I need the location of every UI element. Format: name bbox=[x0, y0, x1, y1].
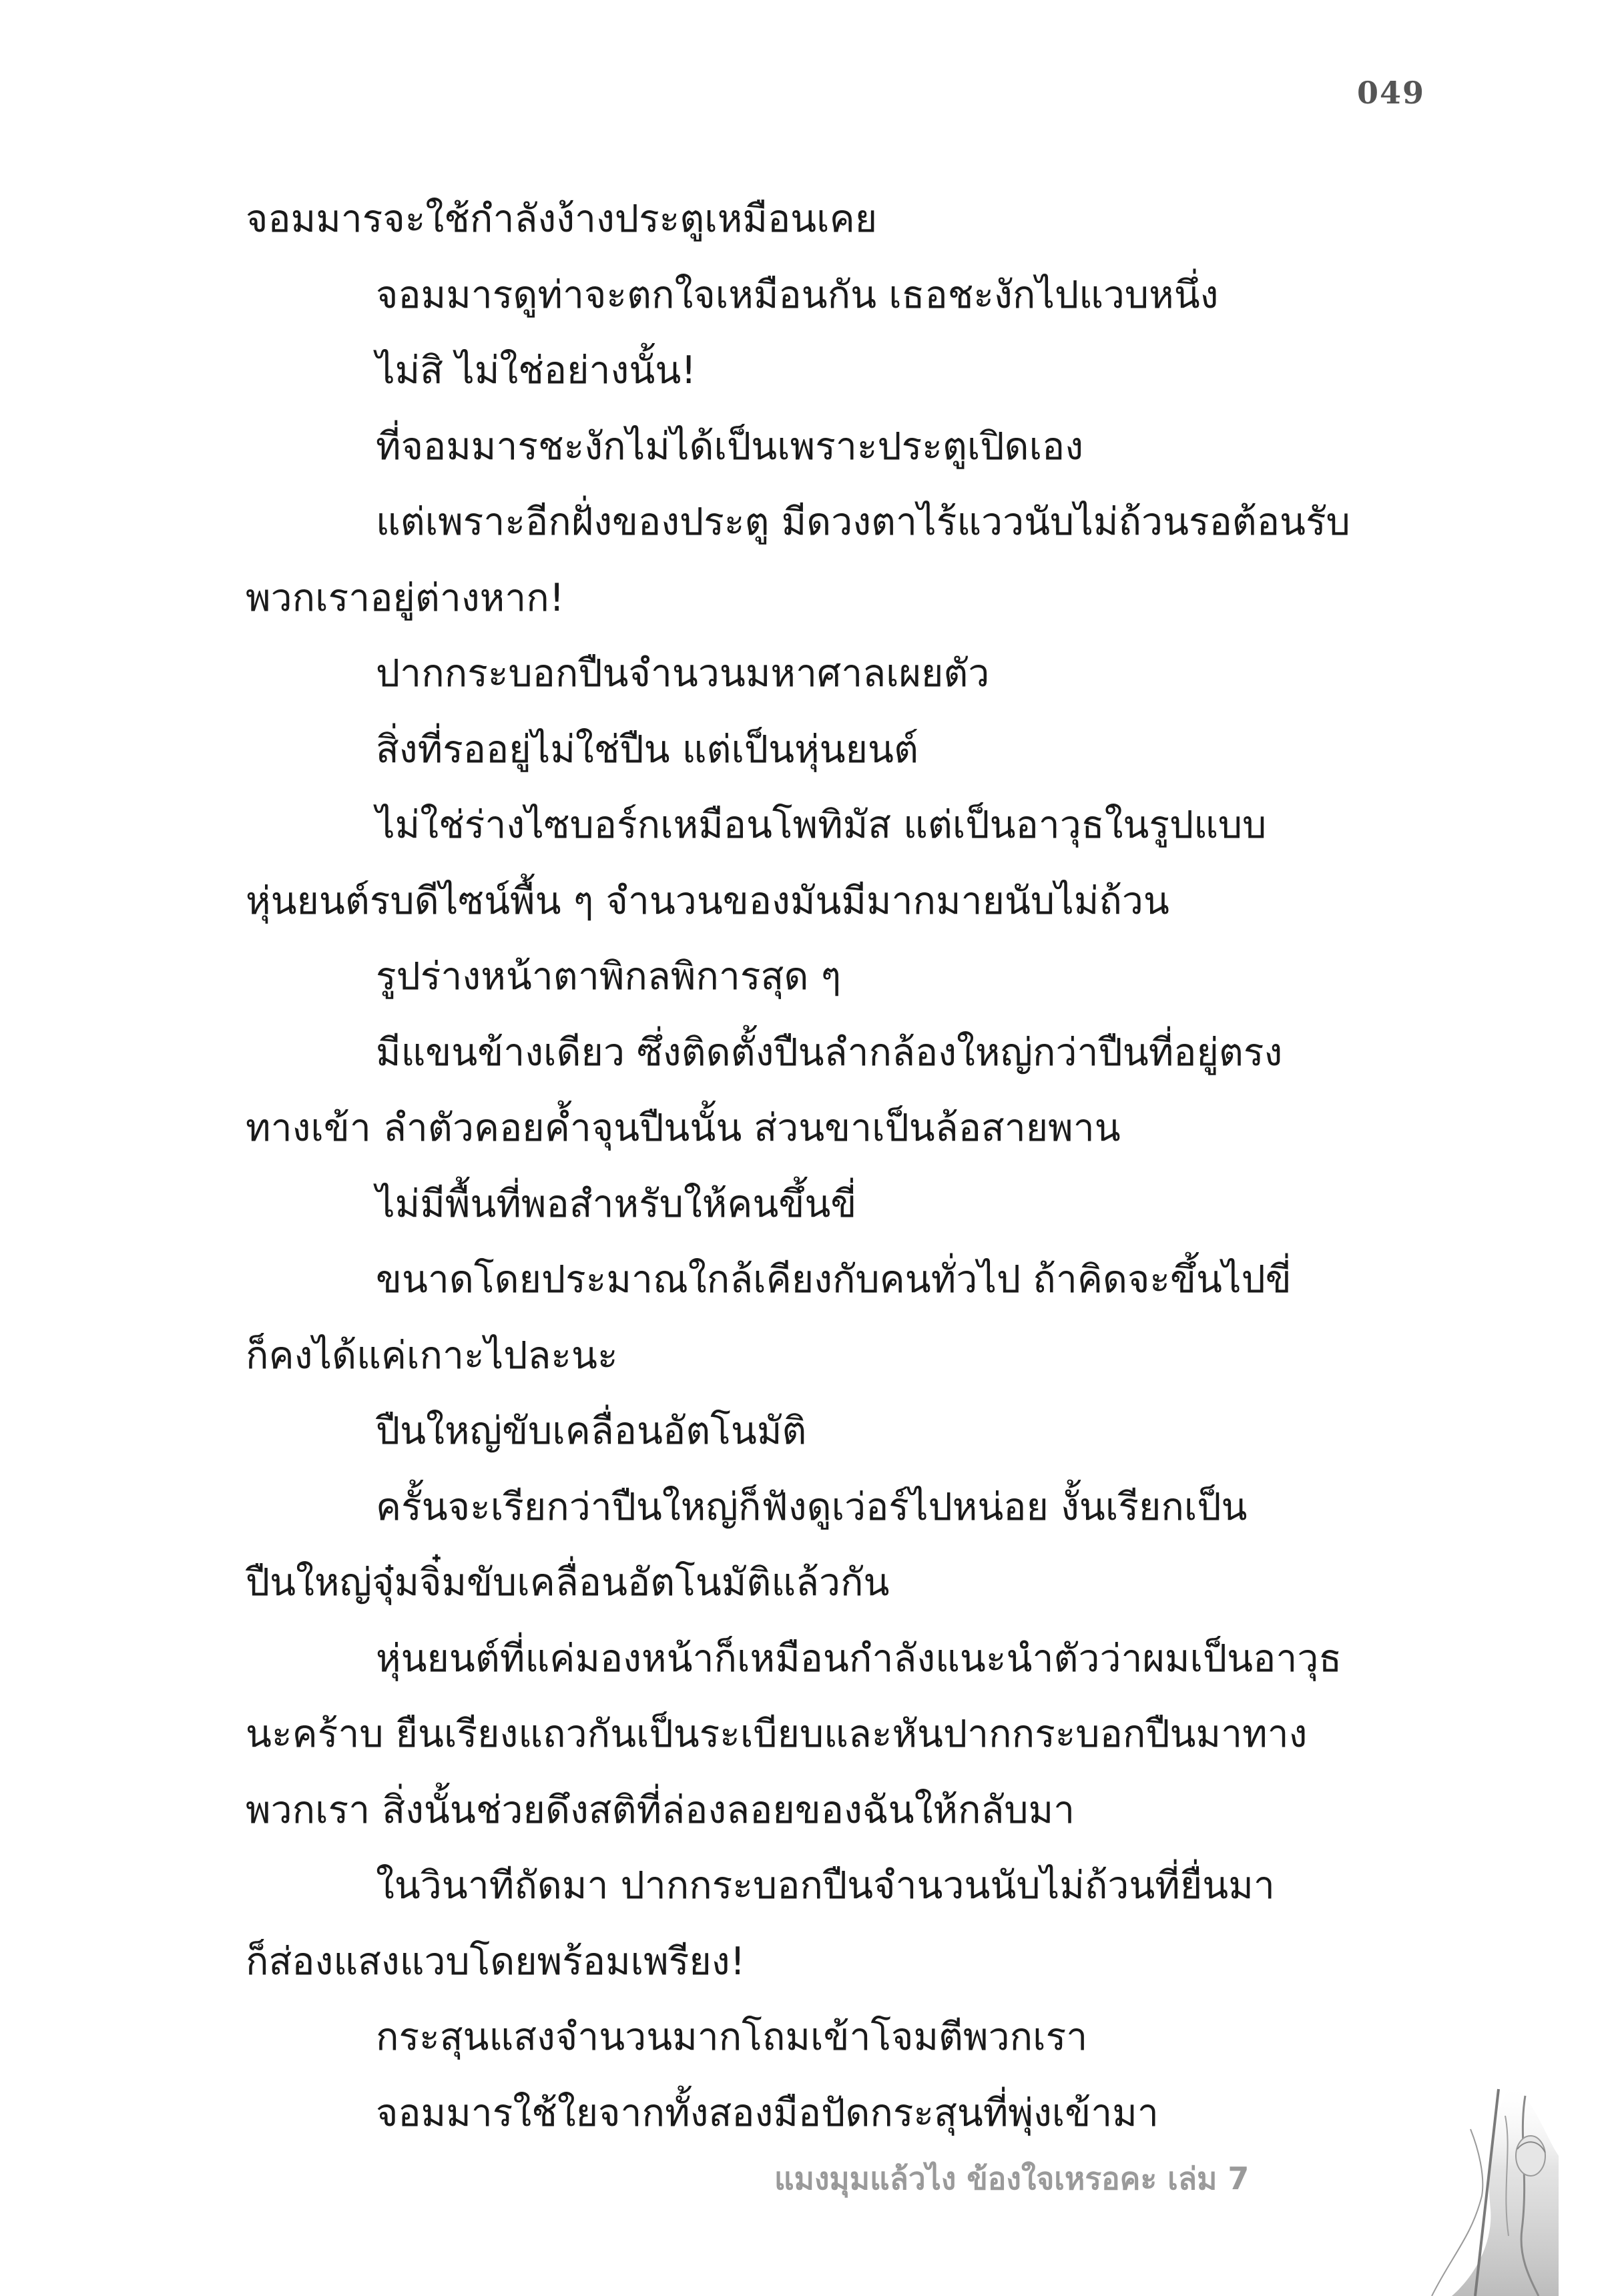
text-line: ที่จอมมารชะงักไม่ได้เป็นเพราะประตูเปิดเอง bbox=[376, 424, 1084, 469]
text-line: ขนาดโดยประมาณใกล้เคียงกับคนทั่วไป ถ้าคิดจะขึ้นไปขี่ bbox=[376, 1257, 1292, 1302]
text-line: ก็คงได้แค่เกาะไปละนะ bbox=[246, 1333, 618, 1378]
text-line: นะคร้าบ ยืนเรียงแถวกันเป็นระเบียบและหันปากกระบอกปืนมาทาง bbox=[246, 1712, 1308, 1756]
text-line: ในวินาทีถัดมา ปากกระบอกปืนจำนวนนับไม่ถ้วนที่ยื่นมา bbox=[376, 1863, 1275, 1908]
footer-book-title: แมงมุมแล้วไง ข้องใจเหรอคะ เล่ม 7 bbox=[774, 2161, 1250, 2197]
text-line: หุ่นยนต์รบดีไซน์พื้น ๆ จำนวนของมันมีมากมายนับไม่ถ้วน bbox=[246, 878, 1169, 923]
character-illustration bbox=[1412, 2076, 1559, 2296]
text-line: ครั้นจะเรียกว่าปืนใหญ่ก็ฟังดูเว่อร์ไปหน่อย งั้นเรียกเป็น bbox=[376, 1484, 1248, 1529]
text-line: ไม่ใช่ร่างไซบอร์กเหมือนโพทิมัส แต่เป็นอาวุธในรูปแบบ bbox=[376, 803, 1267, 847]
text-line: ก็ส่องแสงแวบโดยพร้อมเพรียง! bbox=[246, 1939, 746, 1984]
text-line: มีแขนข้างเดียว ซึ่งติดตั้งปืนลำกล้องใหญ่กว่าปืนที่อยู่ตรง bbox=[376, 1030, 1283, 1075]
text-line: จอมมารดูท่าจะตกใจเหมือนกัน เธอชะงักไปแวบหนึ่ง bbox=[376, 272, 1219, 317]
text-line: ไม่มีพื้นที่พอสำหรับให้คนขึ้นขี่ bbox=[376, 1181, 857, 1226]
text-line: พวกเราอยู่ต่างหาก! bbox=[246, 575, 565, 620]
text-line: แต่เพราะอีกฝั่งของประตู มีดวงตาไร้แววนับไม่ถ้วนรอต้อนรับ bbox=[376, 500, 1350, 544]
text-line: สิ่งที่รออยู่ไม่ใช่ปืน แต่เป็นหุ่นยนต์ bbox=[376, 727, 919, 772]
text-line: จอมมารใช้ใยจากทั้งสองมือปัดกระสุนที่พุ่งเข้ามา bbox=[376, 2090, 1159, 2135]
text-line: จอมมารจะใช้กำลังง้างประตูเหมือนเคย bbox=[246, 197, 878, 241]
text-line: ปากกระบอกปืนจำนวนมหาศาลเผยตัว bbox=[376, 651, 990, 695]
text-line: หุ่นยนต์ที่แค่มองหน้าก็เหมือนกำลังแนะนำตัวว่าผมเป็นอาวุธ bbox=[376, 1636, 1342, 1681]
text-line: ไม่สิ ไม่ใช่อย่างนั้น! bbox=[376, 348, 697, 392]
text-line: ปืนใหญ่ขับเคลื่อนอัตโนมัติ bbox=[376, 1409, 807, 1453]
body-text bbox=[246, 182, 1420, 2151]
page-number: 049 bbox=[1356, 75, 1425, 111]
text-line: ทางเข้า ลำตัวคอยค้ำจุนปืนนั้น ส่วนขาเป็นล้อสายพาน bbox=[246, 1106, 1121, 1150]
text-line: กระสุนแสงจำนวนมากโถมเข้าโจมตีพวกเรา bbox=[376, 2015, 1088, 2059]
text-line: ปืนใหญ่จุ๋มจิ๋มขับเคลื่อนอัตโนมัติแล้วกัน bbox=[246, 1560, 890, 1605]
text-line: พวกเรา สิ่งนั้นช่วยดึงสติที่ล่องลอยของฉันให้กลับมา bbox=[246, 1787, 1075, 1832]
text-line: รูปร่างหน้าตาพิกลพิการสุด ๆ bbox=[376, 954, 842, 998]
